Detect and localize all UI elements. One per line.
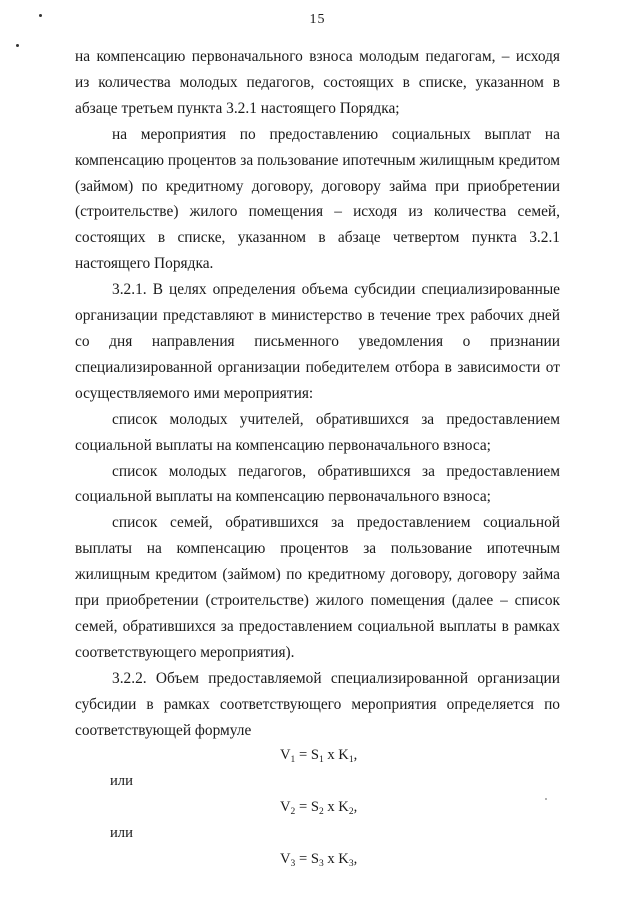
formula-1-b-sub: 1 (348, 755, 354, 766)
formula-2-a-sub: 2 (318, 807, 324, 818)
formula-2-b-sub: 2 (348, 807, 354, 818)
formula-3-lhs-sub: 3 (290, 859, 296, 870)
formula-2-eq: = (295, 799, 311, 816)
connector-or-2: или (110, 825, 133, 842)
paragraph-2: на мероприятия по предоставлению социальных выплат на компенсацию процентов за пользование ипотечным жилищным кредитом (займом) по кредитному договору, договору займа при приобретении (строительстве) жилого помещения – исходя из количества семей, состоящих в списке, указанном в абзаце четвертом пункта 3.2.1 настоящего Порядка. (75, 125, 560, 273)
formula-2-lhs-sub: 2 (290, 807, 296, 818)
formula-1-op: x (323, 747, 339, 764)
scan-speck-3 (545, 798, 547, 800)
formula-3 (75, 847, 560, 873)
formula-2-b: K (338, 799, 349, 816)
paragraph-6: список семей, обратившихся за предоставлением социальной выплаты на компенсацию процентов за пользование ипотечным жилищным кредитом (займом) по кредитному договору, договору займа при приобретении (строительстве) жилого помещения (далее – список семей, обратившихся за предоставлением социальной выплаты в рамках соответствующего мероприятия). (75, 514, 560, 661)
formula-1-lhs-sub: 1 (290, 755, 296, 766)
formula-3-end: , (353, 851, 358, 868)
scan-speck-1 (39, 14, 42, 17)
paragraph-4: список молодых учителей, обратившихся за предоставлением социальной выплаты на компенсацию первоначального взноса; (75, 410, 560, 454)
formula-2-op: x (323, 799, 339, 816)
formula-2-lhs: V (280, 799, 291, 816)
formula-1-b: K (338, 747, 349, 764)
page-number: 15 (309, 12, 326, 27)
formula-1-end: , (353, 747, 358, 764)
formula-3-b-sub: 3 (348, 859, 354, 870)
formula-1-a: S (310, 747, 319, 764)
document-body (75, 44, 560, 873)
formula-2-end: , (353, 799, 358, 816)
formula-1-eq: = (295, 747, 311, 764)
paragraph-7: 3.2.2. Объем предоставляемой специализированной организации субсидии в рамках соответствующего мероприятия определяется по соответствующей формуле (75, 669, 560, 739)
formula-3-op: x (323, 851, 339, 868)
paragraph-3: 3.2.1. В целях определения объема субсидии специализированные организации представляют в министерство в течение трех рабочих дней со дня направления письменного уведомления о признании специализированной организации победителем отбора в зависимости от осуществляемого ими мероприятия: (75, 281, 560, 402)
formula-3-b: K (338, 851, 349, 868)
formula-1 (75, 743, 560, 769)
formula-1-a-sub: 1 (318, 755, 324, 766)
formula-3-a-sub: 3 (318, 859, 324, 870)
formula-2 (75, 795, 560, 821)
connector-or-1: или (110, 773, 133, 790)
formula-3-lhs: V (280, 851, 291, 868)
paragraph-5: список молодых педагогов, обратившихся за предоставлением социальной выплаты на компенсацию первоначального взноса; (75, 462, 560, 506)
formula-2-a: S (310, 799, 319, 816)
paragraph-1: на компенсацию первоначального взноса молодым педагогам, – исходя из количества молодых педагогов, состоящих в списке, указанном в абзаце третьем пункта 3.2.1 настоящего Порядка; (75, 48, 560, 117)
formula-3-eq: = (295, 851, 311, 868)
scan-speck-2 (16, 44, 19, 47)
formula-3-a: S (310, 851, 319, 868)
formula-1-lhs: V (280, 747, 291, 764)
